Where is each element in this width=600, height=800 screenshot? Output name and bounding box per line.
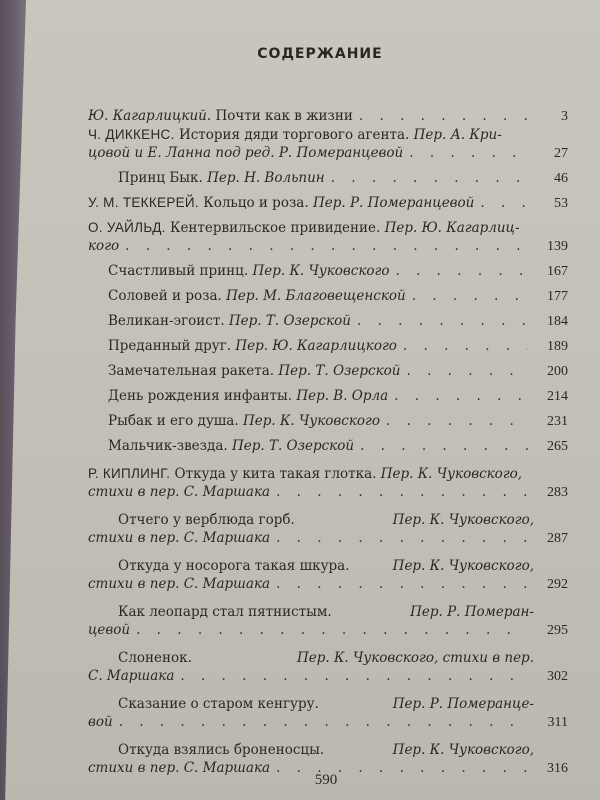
- entry-continuation: вой: [88, 714, 113, 730]
- toc-entry: [88, 312, 568, 331]
- entry-translator: Пер. Т. Озерской: [231, 438, 355, 454]
- entry-translator: Пер. Ю. Кагарлиц-: [384, 220, 520, 236]
- entry-author: Р. КИПЛИНГ.: [88, 466, 171, 481]
- toc-entry: [88, 557, 568, 594]
- entry-page: 231: [547, 414, 568, 429]
- toc-entry: [88, 107, 568, 126]
- dot-leader: [480, 194, 528, 212]
- entry-page: 302: [547, 669, 568, 684]
- dot-leader: [412, 287, 528, 305]
- dot-leader: [360, 437, 528, 455]
- entry-work: Почти как в жизни: [215, 108, 353, 124]
- toc-entry: [88, 262, 568, 281]
- entry-work: Откуда взялись броненосцы.: [118, 742, 325, 758]
- dot-leader: [406, 362, 528, 380]
- entry-page: 200: [547, 364, 568, 379]
- entry-page: 214: [547, 389, 568, 404]
- dot-leader: [331, 169, 528, 187]
- entry-work: Отчего у верблюда горб.: [118, 512, 295, 528]
- entry-page: 3: [561, 109, 568, 124]
- entry-work: Откуда у кита такая глотка.: [174, 466, 377, 482]
- toc-entry: [88, 603, 568, 640]
- dot-leader: [394, 387, 528, 405]
- entry-work: Мальчик-звезда.: [108, 438, 228, 454]
- entry-page: 189: [547, 339, 568, 354]
- entry-translator: Пер. Р. Померан-: [410, 604, 534, 620]
- entry-continuation: стихи в пер. С. Маршака: [88, 530, 271, 546]
- entry-translator: Пер. Ю. Кагарлицкого: [235, 338, 397, 354]
- entry-work: Кольцо и роза.: [203, 195, 309, 211]
- entry-translator: Пер. Р. Померанце-: [392, 696, 534, 712]
- entry-translator: Пер. К. Чуковского,: [392, 558, 534, 574]
- dot-leader: [403, 337, 528, 355]
- entry-work: Соловей и роза.: [108, 288, 222, 304]
- dot-leader: [119, 713, 528, 731]
- entry-continuation: стихи в пер. С. Маршака: [88, 760, 271, 776]
- entry-work: История дяди торгового агента.: [178, 127, 410, 143]
- entry-page: 283: [547, 485, 568, 500]
- entry-continuation: С. Маршака: [88, 668, 175, 684]
- entry-continuation: цовой и Е. Ланна под ред. Р. Померанцевой: [88, 145, 404, 161]
- entry-work: Преданный друг.: [108, 338, 232, 354]
- toc-entry: [88, 169, 568, 188]
- entry-page: 316: [547, 761, 568, 776]
- entry-page: 46: [554, 171, 568, 186]
- dot-leader: [357, 312, 528, 330]
- toc-entry: [88, 194, 568, 213]
- entry-work: Принц Бык.: [118, 170, 203, 186]
- page-title: СОДЕРЖАНИЕ: [257, 46, 383, 62]
- entry-work: Как леопард стал пятнистым.: [118, 604, 332, 620]
- entry-page: 27: [554, 146, 568, 161]
- entry-page: 53: [554, 196, 568, 211]
- dot-leader: [276, 483, 528, 501]
- entry-translator: Пер. М. Благовещенской: [226, 288, 406, 304]
- entry-translator: Пер. К. Чуковского: [242, 413, 380, 429]
- entry-work: Слоненок.: [118, 650, 192, 666]
- dot-leader: [409, 144, 528, 162]
- entry-author: У. М. ТЕККЕРЕЙ.: [88, 195, 199, 210]
- entry-translator: Пер. К. Чуковского,: [380, 466, 523, 482]
- entry-translator: Пер. К. Чуковского,: [392, 512, 534, 528]
- entry-work: Рыбак и его душа.: [108, 413, 239, 429]
- entry-work: Откуда у носорога такая шкура.: [118, 558, 350, 574]
- entry-work: Счастливый принц.: [108, 263, 249, 279]
- entry-translator: Пер. Н. Вольпин: [207, 170, 325, 186]
- dot-leader: [276, 575, 528, 593]
- entry-work: Сказание о старом кенгуру.: [118, 696, 319, 712]
- table-of-contents: [88, 107, 568, 778]
- entry-page: 139: [547, 239, 568, 254]
- entry-translator: Пер. К. Чуковского: [252, 263, 390, 279]
- entry-page: 295: [547, 623, 568, 638]
- entry-author: О. УАЙЛЬД.: [88, 220, 166, 235]
- toc-entry: [88, 695, 568, 732]
- toc-entry: [88, 337, 568, 356]
- page-number: 590: [314, 772, 338, 788]
- entry-translator: Пер. А. Кри-: [413, 127, 502, 143]
- toc-entry: [88, 511, 568, 548]
- dot-leader: [276, 529, 528, 547]
- entry-work: Замечательная ракета.: [108, 363, 275, 379]
- dot-leader: [125, 237, 528, 255]
- entry-work: Великан-эгоист.: [108, 313, 225, 329]
- toc-entry: [88, 387, 568, 406]
- entry-page: 292: [547, 577, 568, 592]
- entry-page: 177: [547, 289, 568, 304]
- entry-translator: Пер. Р. Померанцевой: [312, 195, 475, 211]
- entry-author: Ч. ДИККЕНС.: [88, 127, 175, 142]
- toc-entry: [88, 649, 568, 686]
- dot-leader: [180, 667, 528, 685]
- book-spine-edge: [0, 0, 26, 800]
- toc-entry: [88, 126, 568, 163]
- entry-continuation: цевой: [88, 622, 131, 638]
- entry-continuation: стихи в пер. С. Маршака: [88, 484, 271, 500]
- entry-translator: Пер. К. Чуковского, стихи в пер.: [296, 650, 534, 666]
- entry-work: День рождения инфанты.: [108, 388, 293, 404]
- dot-leader: [386, 412, 528, 430]
- dot-leader: [395, 262, 528, 280]
- entry-work: Кентервильское привидение.: [170, 220, 381, 236]
- entry-page: 265: [547, 439, 568, 454]
- entry-translator: Пер. К. Чуковского,: [392, 742, 534, 758]
- entry-continuation: стихи в пер. С. Маршака: [88, 576, 271, 592]
- toc-entry: [88, 362, 568, 381]
- entry-page: 311: [547, 715, 568, 730]
- entry-translator: Пер. Т. Озерской: [228, 313, 351, 329]
- dot-leader: [136, 621, 528, 639]
- entry-page: 184: [547, 314, 568, 329]
- entry-author: Ю. Кагарлицкий.: [88, 108, 212, 124]
- toc-entry: [88, 412, 568, 431]
- dot-leader: [359, 107, 528, 125]
- toc-entry: [88, 219, 568, 256]
- entry-translator: Пер. В. Орла: [296, 388, 389, 404]
- toc-entry: [88, 287, 568, 306]
- entry-page: 287: [547, 531, 568, 546]
- toc-entry: [88, 465, 568, 502]
- entry-continuation: кого: [88, 238, 120, 254]
- toc-entry: [88, 437, 568, 456]
- entry-translator: Пер. Т. Озерской: [278, 363, 401, 379]
- entry-page: 167: [547, 264, 568, 279]
